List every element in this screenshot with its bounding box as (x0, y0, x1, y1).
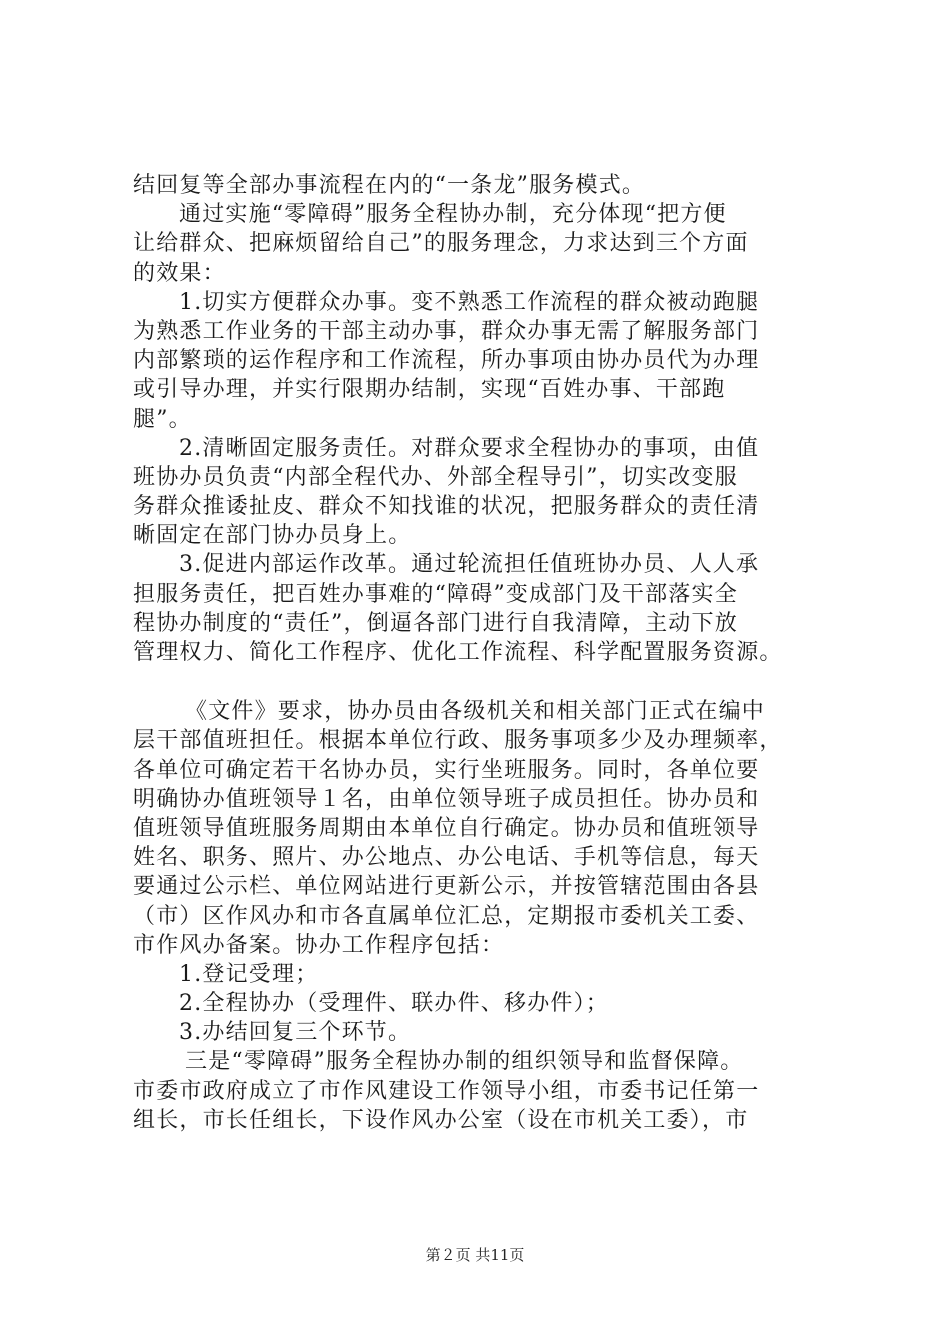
paragraph-gap (133, 667, 833, 697)
text-line: 结回复等全部办事流程在内的“一条龙”服务模式。 (133, 173, 646, 198)
text-line: 明确协办值班领导１名，由单位领导班子成员担任。协办员和 (133, 786, 760, 812)
text-line: 班协办员负责“内部全程代办、外部全程导引”，切实改变服 (133, 464, 738, 490)
text-line: 市委市政府成立了市作风建设工作领导小组，市委书记任第一 (133, 1078, 760, 1104)
text-line: 管理权力、简化工作程序、优化工作流程、科学配置服务资源。 (133, 640, 783, 665)
text-line: 为熟悉工作业务的干部主动办事，群众办事无需了解服务部门 (133, 318, 760, 344)
text-line: 1.切实方便群众办事。变不熟悉工作流程的群众被动跑腿 (179, 289, 760, 315)
text-line: 1.登记受理； (179, 961, 319, 987)
text-line: 2.清晰固定服务责任。对群众要求全程协办的事项，由值 (179, 435, 760, 461)
text-line: 要通过公示栏、单位网站进行更新公示，并按管辖范围由各县 (133, 874, 760, 900)
text-line: 姓名、职务、照片、办公地点、办公电话、手机等信息，每天 (133, 845, 760, 871)
text-line: 程协办制度的“责任”，倒逼各部门进行自我清障，主动下放 (133, 610, 738, 636)
text-line: 晰固定在部门协办员身上。 (133, 523, 412, 549)
text-line: 3.办结回复三个环节。 (179, 1020, 412, 1046)
page-number-label: 第２页 共11页 (425, 1246, 525, 1264)
text-line: 三是“零障碍”服务全程协办制的组织领导和监督保障。 (185, 1049, 744, 1075)
text-line: 2.全程协办（受理件、联办件、移办件）； (179, 991, 609, 1017)
text-line: 内部繁琐的运作程序和工作流程，所办事项由协办员代为办理 (133, 348, 760, 374)
text-line: 组长，市长任组长，下设作风办公室（设在市机关工委），市 (133, 1107, 749, 1133)
text-line: 市作风办备案。协办工作程序包括： (133, 932, 505, 958)
document-body (133, 171, 833, 1135)
text-line: 《文件》要求，协办员由各级机关和相关部门正式在编中 (185, 699, 766, 725)
text-line: 层干部值班担任。根据本单位行政、服务事项多少及办理频率， (133, 728, 783, 754)
text-line: 值班领导值班服务周期由本单位自行确定。协办员和值班领导 (133, 815, 760, 841)
text-line: 务群众推诿扯皮、群众不知找谁的状况，把服务群众的责任清 (133, 494, 760, 520)
text-line: 3.促进内部运作改革。通过轮流担任值班协办员、人人承 (179, 552, 760, 578)
text-line: 或引导办理，并实行限期办结制，实现“百姓办事、干部跑 (133, 377, 726, 403)
text-line: 各单位可确定若干名协办员，实行坐班服务。同时，各单位要 (133, 757, 760, 783)
text-line: 通过实施“零障碍”服务全程协办制，充分体现“把方便 (179, 202, 727, 228)
text-line: 腿”。 (133, 406, 192, 432)
text-line: 的效果： (133, 260, 226, 286)
text-line: （市）区作风办和市各直属单位汇总，定期报市委机关工委、 (133, 903, 760, 929)
page-footer (0, 1245, 950, 1265)
text-line: 担服务责任，把百姓办事难的“障碍”变成部门及干部落实全 (133, 581, 738, 607)
text-line: 让给群众、把麻烦留给自己”的服务理念，力求达到三个方面 (133, 231, 749, 257)
